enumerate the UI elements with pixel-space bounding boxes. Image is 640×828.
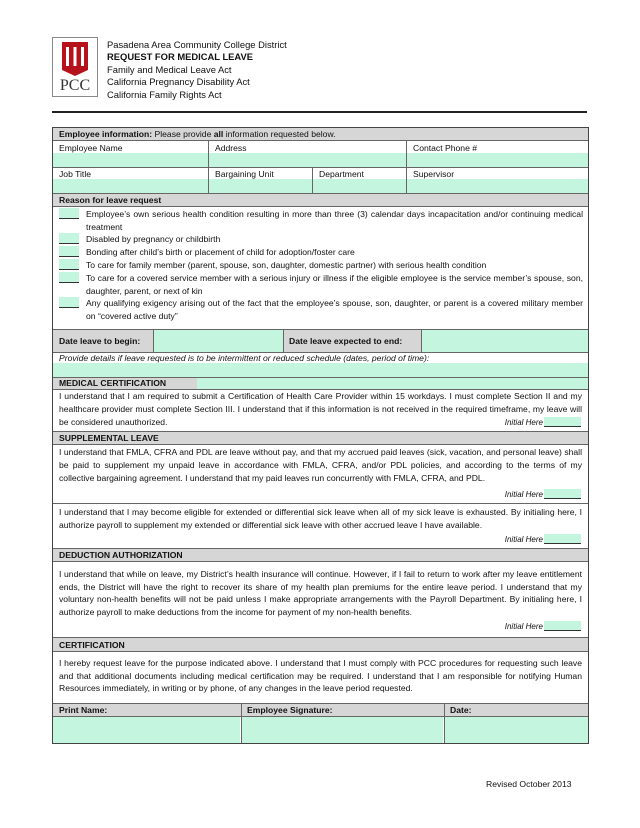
deduction-initial[interactable]: Initial Here xyxy=(505,621,581,631)
supplemental-leave-text-1: I understand that FMLA, CFRA and PDL are leave without pay, and that my accrued paid leaves (sick, vacation, and personal leave) shall be paid to supplement my unpaid leave in accordance with FMLA, CFRA, and/or PDL policies, and according to the terms of my collective bargaining agreement. I understand that my paid leaves run concurrently with FMLA, CFRA, and PDL. xyxy=(59,447,582,483)
reason-option-3: Bonding after child’s birth or placement of child for adoption/foster care xyxy=(59,246,583,259)
reason-5-initial[interactable] xyxy=(59,272,79,283)
intermittent-details-field[interactable] xyxy=(53,363,588,377)
logo-text: PCC xyxy=(59,77,91,94)
medical-certification-heading: MEDICAL CERTIFICATION xyxy=(53,378,588,389)
act-line-3: California Family Rights Act xyxy=(107,88,222,100)
certification-text: I hereby request leave for the purpose indicated above. I understand that I must comply with PCC procedures for requesting such leave and that additional documents including medical certification may be required. I understand that I am responsible for notifying Human Resources immediately, in writing or by phone, of any changes in the leave period requested. xyxy=(59,658,582,694)
date-begin-label: Date leave to begin: xyxy=(59,336,141,346)
address-field[interactable] xyxy=(209,153,406,167)
reason-3-initial[interactable] xyxy=(59,246,79,257)
date-end-field[interactable] xyxy=(422,330,588,352)
deduction-authorization-text: I understand that while on leave, my District’s health insurance will continue. However, if I fail to return to work after my leave entitlement ends, the District will have the right to recover its share of my health plan premiums for the entire leave period. I understand that my voluntary non-health benefits will not be paid unless I make appropriate arrangements with the Payroll Department. By initialing here, I authorize payroll to make deductions from the income for payment of my non-health benefits. xyxy=(59,569,582,617)
supplemental-initial-1[interactable]: Initial Here xyxy=(505,489,581,499)
department-field[interactable] xyxy=(313,179,406,193)
job-title-field[interactable] xyxy=(53,179,208,193)
employee-name-field[interactable] xyxy=(53,153,208,167)
reason-option-1: Employee’s own serious health condition resulting in more than three (3) calendar days incapacitation and/or continuing medical treatment xyxy=(59,208,583,233)
header-rule xyxy=(52,111,587,113)
employee-info-heading: Employee information: Please provide all information requested below. xyxy=(53,128,588,140)
reason-heading: Reason for leave request xyxy=(53,194,588,206)
revision-footer: Revised October 2013 xyxy=(486,779,572,789)
contact-phone-field[interactable] xyxy=(407,153,588,167)
reason-option-6: Any qualifying exigency arising out of the fact that the employee’s spouse, son, daughter, or parent is a covered military member on “covered active duty” xyxy=(59,297,583,322)
bargaining-unit-label: Bargaining Unit xyxy=(215,169,274,179)
employee-signature-field[interactable] xyxy=(242,717,443,743)
district-name: Pasadena Area Community College District xyxy=(107,39,287,50)
supervisor-label: Supervisor xyxy=(413,169,455,179)
pcc-logo xyxy=(52,37,98,97)
employee-signature-label: Employee Signature: xyxy=(247,705,333,715)
date-begin-field[interactable] xyxy=(154,330,283,352)
job-title-label: Job Title xyxy=(59,169,92,179)
reason-2-initial[interactable] xyxy=(59,233,79,244)
form-title: REQUEST FOR MEDICAL LEAVE xyxy=(107,51,254,63)
date-label: Date: xyxy=(450,705,472,715)
print-name-label: Print Name: xyxy=(59,705,108,715)
supplemental-leave-heading: SUPPLEMENTAL LEAVE xyxy=(53,432,588,444)
supervisor-field[interactable] xyxy=(407,179,588,193)
date-field[interactable] xyxy=(445,717,588,743)
reason-option-5: To care for a covered service member with a serious injury or illness if the eligible employee is the service member’s spouse, son, daughter, parent, or next of kin xyxy=(59,272,583,297)
reason-option-4: To care for family member (parent, spouse, son, daughter, domestic partner) with serious health condition xyxy=(59,259,583,272)
supplemental-leave-text-2: I understand that I may become eligible for extended or differential sick leave when all of my sick leave is exhausted. By initialing here, I authorize payroll to supplement my extended or differential sick leave with other accrued leave I have available. xyxy=(59,507,582,530)
date-end-label: Date leave expected to end: xyxy=(289,336,403,346)
supplemental-initial-2[interactable]: Initial Here xyxy=(505,534,581,544)
reason-1-initial[interactable] xyxy=(59,208,79,219)
address-label: Address xyxy=(215,143,247,153)
reason-option-2: Disabled by pregnancy or childbirth xyxy=(59,233,583,246)
leave-request-form xyxy=(52,127,589,744)
act-line-2: California Pregnancy Disability Act xyxy=(107,76,250,88)
contact-phone-label: Contact Phone # xyxy=(413,143,478,153)
deduction-authorization-heading: DEDUCTION AUTHORIZATION xyxy=(53,549,588,561)
department-label: Department xyxy=(319,169,364,179)
intermittent-details-label: Provide details if leave requested is to be intermittent or reduced schedule (dates, period of time): xyxy=(59,353,430,363)
medical-certification-text: I understand that I am required to submit a Certification of Health Care Provider within 15 workdays. I must complete Section II and my healthcare provider must complete Section III. I understand that if this information is not received in the required timeframe, my leave will be considered unauthorized. xyxy=(59,391,582,427)
employee-name-label: Employee Name xyxy=(59,143,123,153)
act-line-1: Family and Medical Leave Act xyxy=(107,63,232,75)
certification-heading: CERTIFICATION xyxy=(53,638,588,651)
bargaining-unit-field[interactable] xyxy=(209,179,312,193)
reason-4-initial[interactable] xyxy=(59,259,79,270)
medical-initial[interactable]: Initial Here xyxy=(505,417,581,427)
print-name-field[interactable] xyxy=(53,717,240,743)
reason-6-initial[interactable] xyxy=(59,297,79,308)
